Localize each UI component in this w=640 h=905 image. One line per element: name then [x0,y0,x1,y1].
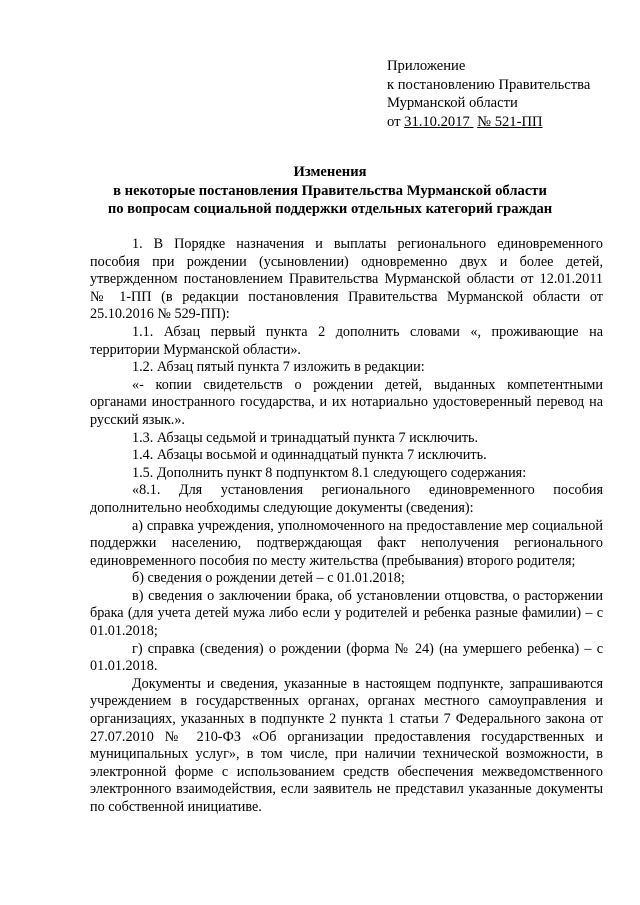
paragraph-8-1-b: б) сведения о рождении детей – с 01.01.2018; [132,570,405,587]
appendix-prefix: от [387,113,401,130]
paragraph-1-2-text: «- копии свидетельств о рождении детей, выданных компетентными органами иностранного государства, и их нотариально удостоверенный перевод на русский язык.». [90,376,603,428]
appendix-number: № 521-ПП [477,113,543,130]
document-body [90,236,603,817]
paragraph-documents: Документы и сведения, указанные в настоящем подпункте, запрашиваются учреждением в государственных органах, органах местного самоуправления и организациях, указанных в подпункте 2 пункта 1 статьи 7 Федерального закона от 27.07.2010 № 210-ФЗ «Об организации предоставления государственных и муниципальных услуг», в том числе, при наличии технической возможности, в электронной форме с использованием средств обеспечения межведомственного электронного взаимодействия, если заявитель не представил указанные документы по собственной инициативе. [90,675,603,815]
appendix-line-4 [387,113,590,132]
paragraph-1-5: 1.5. Дополнить пункт 8 подпунктом 8.1 следующего содержания: [132,464,527,481]
paragraph-8-1-g: г) справка (сведения) о рождении (форма № 24) (на умершего ребенка) – с 01.01.2018. [90,640,603,675]
paragraph-8-1: «8.1. Для установления регионального единовременного пособия дополнительно необходимы следующие документы (сведения): [90,482,603,516]
paragraph-8-1-a: а) справка учреждения, уполномоченного на предоставление мер социальной поддержки населению, подтверждающая факт неполучения регионального единовременного пособия по месту жительства (пребывания) второго родителя; [90,517,603,569]
paragraph-1-4: 1.4. Абзацы восьмой и одиннадцатый пункта 7 исключить. [132,447,487,464]
appendix-block [387,57,590,131]
document-title [60,163,600,219]
paragraph-1-3: 1.3. Абзацы седьмой и тринадцатый пункта 7 исключить. [132,429,479,446]
paragraph-1-2: 1.2. Абзац пятый пункта 7 изложить в редакции: [132,359,425,376]
appendix-line-2: к постановлению Правительства [387,76,591,93]
title-line-2: в некоторые постановления Правительства Мурманской области [113,182,547,199]
paragraph-1-1: 1.1. Абзац первый пункта 2 дополнить словами «, проживающие на территории Мурманской области». [90,323,603,358]
paragraph-8-1-v: в) сведения о заключении брака, об установлении отцовства, о расторжении брака (для учета детей мужа либо если у родителей и ребенка разные фамилии) – с 01.01.2018; [90,587,603,640]
paragraph-1: 1. В Порядке назначения и выплаты регионального единовременного пособия при рождении (усыновлении) одновременно двух и более детей, утвержденном постановлением Правительства Мурманской области от 12.01.2011 № 1-ПП (в редакции постановления Правительства Мурманской области от 25.10.2016 № 529-ПП): [90,236,603,323]
appendix-line-1: Приложение [387,58,466,74]
appendix-date: 31.10.2017 [404,113,470,130]
title-line-3: по вопросам социальной поддержки отдельных категорий граждан [107,201,553,217]
appendix-line-3: Мурманской области [387,95,518,111]
title-line-1: Изменения [293,164,367,180]
